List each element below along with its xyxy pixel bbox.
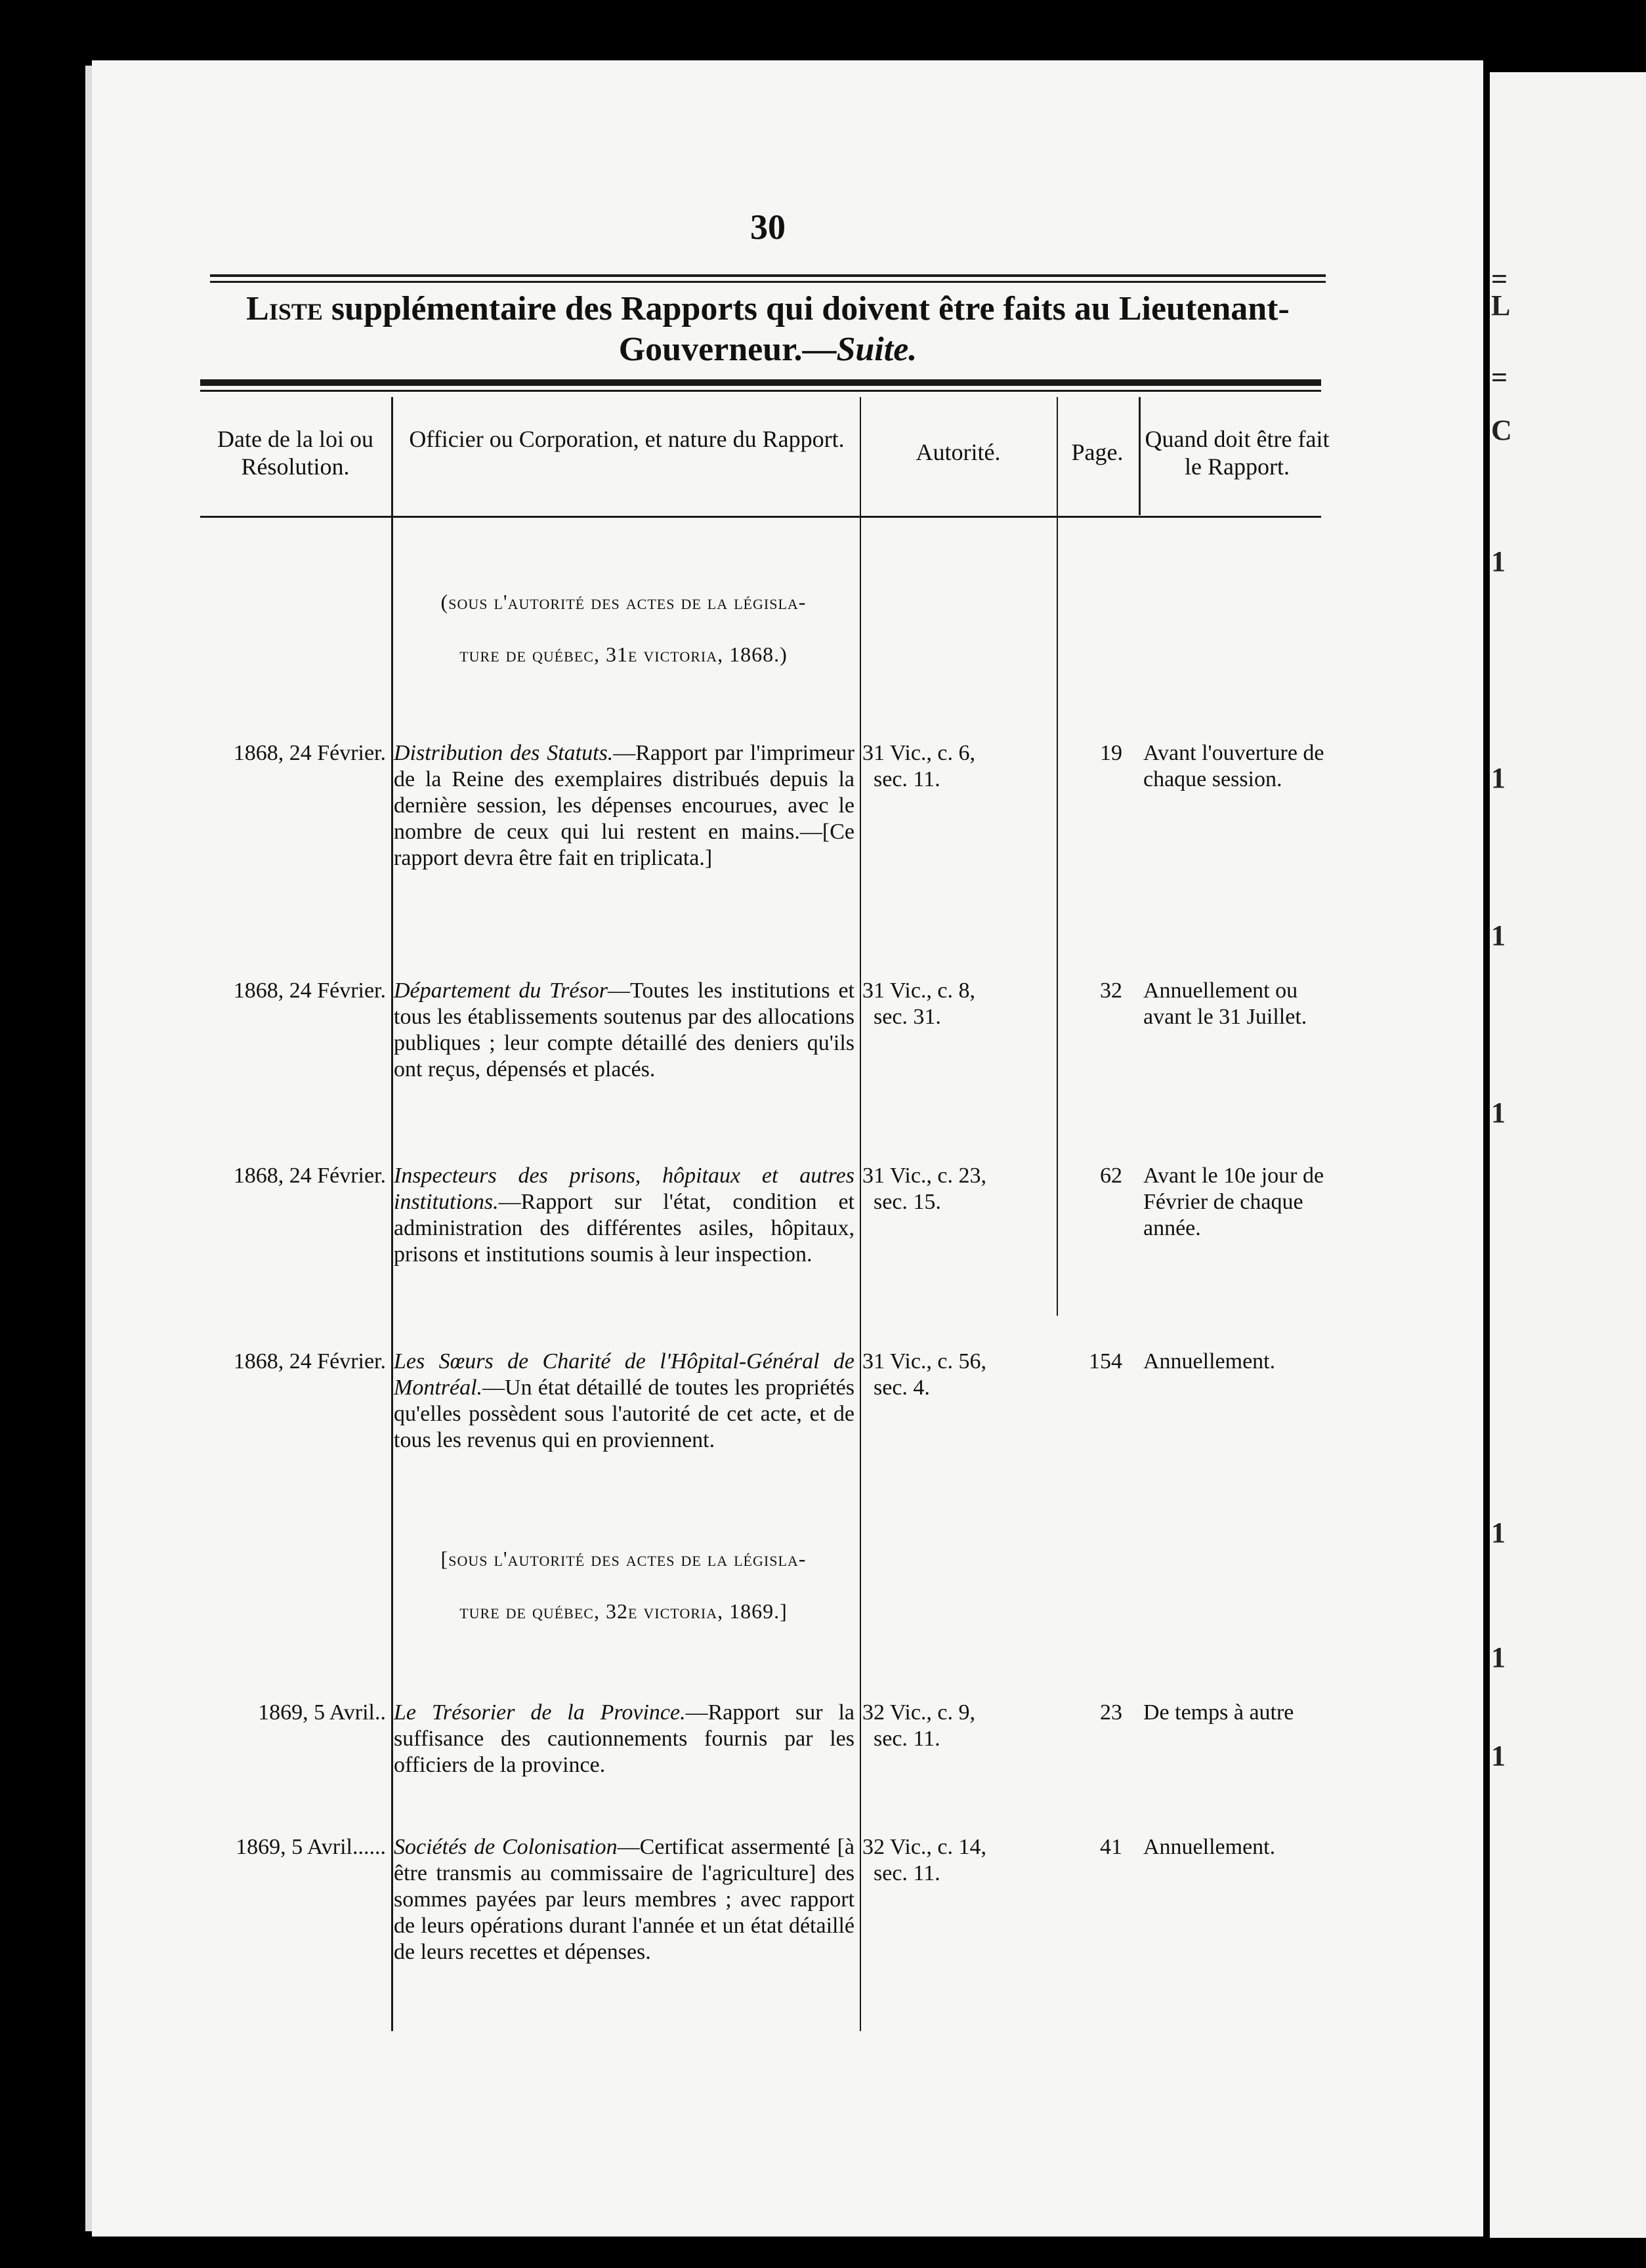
row-date: 1868, 24 Février. xyxy=(233,741,386,765)
row-when: Annuellement ou avant le 31 Juillet. xyxy=(1143,978,1307,1029)
row-description-title: Les Sœurs de Charité de l'Hôpital-Général de Montréal. xyxy=(394,1349,855,1400)
row-description-body: —Rapport sur l'état, condition et administration des différentes asiles, hôpitaux, prisons et institutions soumis à leur inspection. xyxy=(394,1190,855,1267)
row-description-title: Inspecteurs des prisons, hôpitaux et autres institutions. xyxy=(394,1164,855,1214)
column-divider xyxy=(391,397,393,2031)
adjacent-page-char: = xyxy=(1491,362,1508,394)
title-suite: Suite. xyxy=(836,331,918,368)
row-description xyxy=(394,1349,855,1454)
row-description-body: —Un état détaillé de toutes les propriétés qu'elles possèdent sous l'autorité de cet acte, et de tous les revenus qui en proviennent. xyxy=(394,1376,855,1452)
row-page: 32 xyxy=(1100,978,1122,1003)
column-header-date: Date de la loi ou Résolution. xyxy=(217,426,373,480)
adjacent-page-char: L xyxy=(1491,289,1511,322)
row-description-title: Département du Trésor xyxy=(394,978,608,1003)
row-when: Avant l'ouverture de chaque session. xyxy=(1143,741,1324,791)
adjacent-page-fragment xyxy=(1490,72,1646,2238)
column-header-page: Page. xyxy=(1071,439,1124,465)
adjacent-page-char: 1 xyxy=(1491,1517,1506,1549)
row-description xyxy=(394,1700,855,1778)
title-top-rule xyxy=(210,274,1326,277)
section-heading-line: [sous l'autorité des actes de la législa- xyxy=(440,1547,807,1570)
row-authority: 32 Vic., c. 14, sec. 11. xyxy=(862,1835,987,1885)
row-date: 1869, 5 Avril...... xyxy=(236,1835,386,1859)
column-divider xyxy=(1139,397,1141,515)
row-when: Annuellement. xyxy=(1143,1835,1276,1859)
row-description xyxy=(394,740,855,872)
row-date: 1868, 24 Février. xyxy=(233,1349,386,1374)
column-divider xyxy=(860,397,861,2031)
title-top-rule-2 xyxy=(210,281,1326,283)
section-heading-line: ture de québec, 32e victoria, 1869.] xyxy=(459,1599,788,1623)
row-description-body: —Rapport sur la suffisance des cautionnements fournis par les officiers de la province. xyxy=(394,1700,855,1777)
row-description xyxy=(394,1834,855,1965)
row-page: 19 xyxy=(1100,741,1122,765)
header-thin-rule xyxy=(200,390,1321,392)
adjacent-page-char: 1 xyxy=(1491,762,1506,794)
column-header-when: Quand doit être fait le Rapport. xyxy=(1145,426,1330,480)
row-when: Avant le 10e jour de Février de chaque année. xyxy=(1143,1164,1324,1240)
document-title xyxy=(200,289,1336,370)
title-line2: Gouverneur.— xyxy=(618,331,837,368)
adjacent-page-char: 1 xyxy=(1491,919,1506,952)
row-description-title: Le Trésorier de la Province. xyxy=(394,1700,686,1725)
row-authority: 31 Vic., c. 23, sec. 15. xyxy=(862,1164,987,1214)
adjacent-page-char: C xyxy=(1491,414,1512,446)
row-page: 62 xyxy=(1100,1164,1122,1188)
column-header-authority: Autorité. xyxy=(916,439,1001,465)
title-line1: supplémentaire des Rapports qui doivent être faits au Lieutenant- xyxy=(322,290,1290,327)
column-divider xyxy=(1057,397,1058,1316)
row-authority: 31 Vic., c. 56, sec. 4. xyxy=(862,1349,987,1400)
row-authority: 31 Vic., c. 8, sec. 31. xyxy=(862,978,976,1029)
section-heading-1869 xyxy=(394,1547,853,1622)
row-date: 1868, 24 Février. xyxy=(233,978,386,1003)
title-liste: Liste xyxy=(246,290,323,327)
row-page: 23 xyxy=(1100,1700,1122,1725)
row-description-title: Sociétés de Colonisation xyxy=(394,1835,618,1859)
section-heading-line: ture de québec, 31e victoria, 1868.) xyxy=(459,642,788,666)
row-date: 1868, 24 Février. xyxy=(233,1164,386,1188)
header-bottom-rule xyxy=(200,516,1321,518)
row-description xyxy=(394,1163,855,1268)
row-description-body: —Certificat assermenté [à être transmis au commissaire de l'agriculture] des sommes payées par leurs membres ; avec rapport de leurs opérations durant l'année et un état détaillé de leurs recettes et dépenses. xyxy=(394,1835,855,1964)
row-authority: 31 Vic., c. 6, sec. 11. xyxy=(862,741,976,791)
row-description-title: Distribution des Statuts. xyxy=(394,741,614,765)
row-page: 41 xyxy=(1100,1835,1122,1859)
row-date: 1869, 5 Avril.. xyxy=(258,1700,386,1725)
adjacent-page-char: 1 xyxy=(1491,1097,1506,1129)
adjacent-page-char: 1 xyxy=(1491,1740,1506,1772)
row-description-body: —Toutes les institutions et tous les établissements soutenus par des allocations publiques ; leur compte détaillé des deniers qu'ils ont reçus, dépensés et placés. xyxy=(394,978,855,1082)
row-authority: 32 Vic., c. 9, sec. 11. xyxy=(862,1700,976,1751)
row-description xyxy=(394,978,855,1083)
column-header-officer: Officier ou Corporation, et nature du Rapport. xyxy=(409,426,845,452)
row-description-body: —Rapport par l'imprimeur de la Reine des exemplaires distribués depuis la dernière session, les dépenses encourues, avec le nombre de ceux qui lui restent en mains.—[Ce rapport devra être fait en triplicata.] xyxy=(394,741,855,870)
adjacent-page-char: = xyxy=(1491,263,1508,295)
row-when: Annuellement. xyxy=(1143,1349,1276,1374)
row-when: De temps à autre xyxy=(1143,1700,1294,1725)
adjacent-page-char: 1 xyxy=(1491,1641,1506,1673)
row-page: 154 xyxy=(1089,1349,1122,1374)
section-heading-1868 xyxy=(394,591,853,665)
header-thick-rule xyxy=(200,379,1321,386)
section-heading-line: (sous l'autorité des actes de la législa- xyxy=(440,590,807,614)
page-number: 30 xyxy=(750,207,786,247)
adjacent-page-char: 1 xyxy=(1491,545,1506,578)
